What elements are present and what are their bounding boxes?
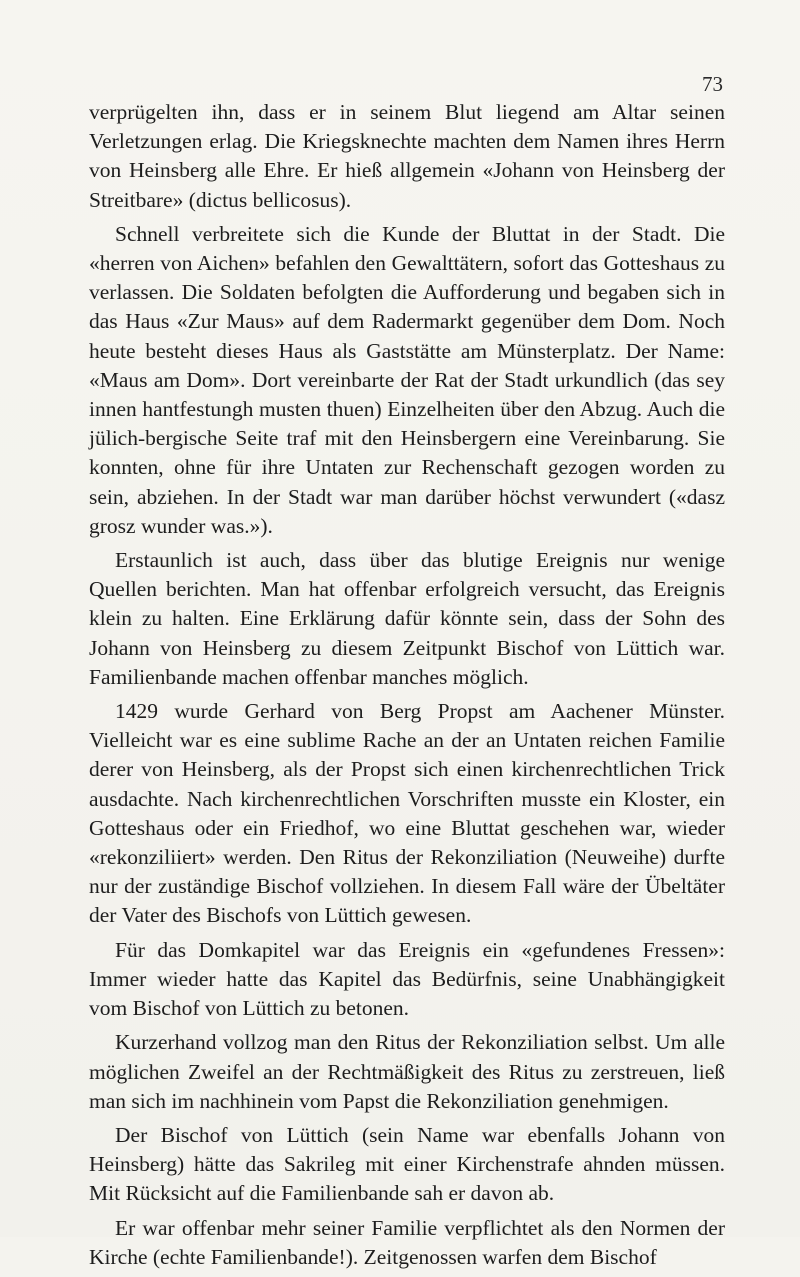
- paragraph-6: Kurzerhand vollzog man den Ritus der Rekonziliation selbst. Um alle möglichen Zweifel an der Rechtmäßigkeit des Ritus zu zerstreuen, ließ man sich im nachhinein vom Papst die Rekonziliation genehmigen.: [89, 1030, 725, 1113]
- paragraph-8: Er war offenbar mehr seiner Familie verpflichtet als den Normen der Kirche (echte Familienbande!). Zeitgenossen warfen dem Bischof: [89, 1215, 725, 1269]
- paragraph-1: verprügelten ihn, dass er in seinem Blut liegend am Altar seinen Verletzungen erlag. Die Kriegsknechte machten dem Namen ihres Herrn von Heinsberg alle Ehre. Er hieß allgemein «Johann von Heinsberg der Streitbare» (dictus bellicosus).: [89, 100, 725, 212]
- paragraph-7: Der Bischof von Lüttich (sein Name war ebenfalls Johann von Heinsberg) hätte das Sakrileg mit einer Kirchenstrafe ahnden müssen. Mit Rücksicht auf die Familienbande sah er davon ab.: [89, 1122, 725, 1206]
- paragraph-3: Erstaunlich ist auch, dass über das blutige Ereignis nur wenige Quellen berichten. Man hat offenbar erfolgreich versucht, das Ereignis klein zu halten. Eine Erklärung dafür könnte sein, dass der Sohn des Johann von Heinsberg zu diesem Zeitpunkt Bischof von Lüttich war. Familienbande machen offenbar manches möglich.: [89, 548, 725, 689]
- paragraph-4: 1429 wurde Gerhard von Berg Propst am Aachener Münster. Vielleicht war es eine sublime Rache an der an Untaten reichen Familie derer von Heinsberg, als der Propst sich einen kirchenrechtlichen Trick ausdachte. Nach kirchenrechtlichen Vorschriften musste ein Kloster, ein Gotteshaus oder ein Friedhof, wo eine Bluttat geschehen war, wieder «rekonziliiert» werden. Den Ritus der Rekonziliation (Neuweihe) durfte nur der zuständige Bischof vollziehen. In diesem Fall wäre der Übeltäter der Vater des Bischofs von Lüttich gewesen.: [89, 699, 725, 928]
- paragraph-2: Schnell verbreitete sich die Kunde der Bluttat in der Stadt. Die «herren von Aichen» befahlen den Gewalttätern, sofort das Gotteshaus zu verlassen. Die Soldaten befolgten die Aufforderung und begaben sich in das Haus «Zur Maus» auf dem Radermarkt gegenüber dem Dom. Noch heute besteht dieses Haus als Gaststätte am Münsterplatz. Der Name: «Maus am Dom». Dort vereinbarte der Rat der Stadt urkundlich (das sey innen hantfestungh musten thuen) Einzelheiten über den Abzug. Auch die jülich-bergische Seite traf mit den Heinsbergern eine Vereinbarung. Sie konnten, ohne für ihre Untaten zur Rechenschaft gezogen worden zu sein, abziehen. In der Stadt war man darüber höchst verwundert («dasz grosz wunder was.»).: [89, 221, 725, 538]
- body-text: [89, 98, 725, 1277]
- paragraph-5: Für das Domkapitel war das Ereignis ein «gefundenes Fressen»: Immer wieder hatte das Kapitel das Bedürfnis, seine Unabhängigkeit vom Bischof von Lüttich zu betonen.: [89, 937, 725, 1021]
- page-number: 73: [702, 72, 723, 96]
